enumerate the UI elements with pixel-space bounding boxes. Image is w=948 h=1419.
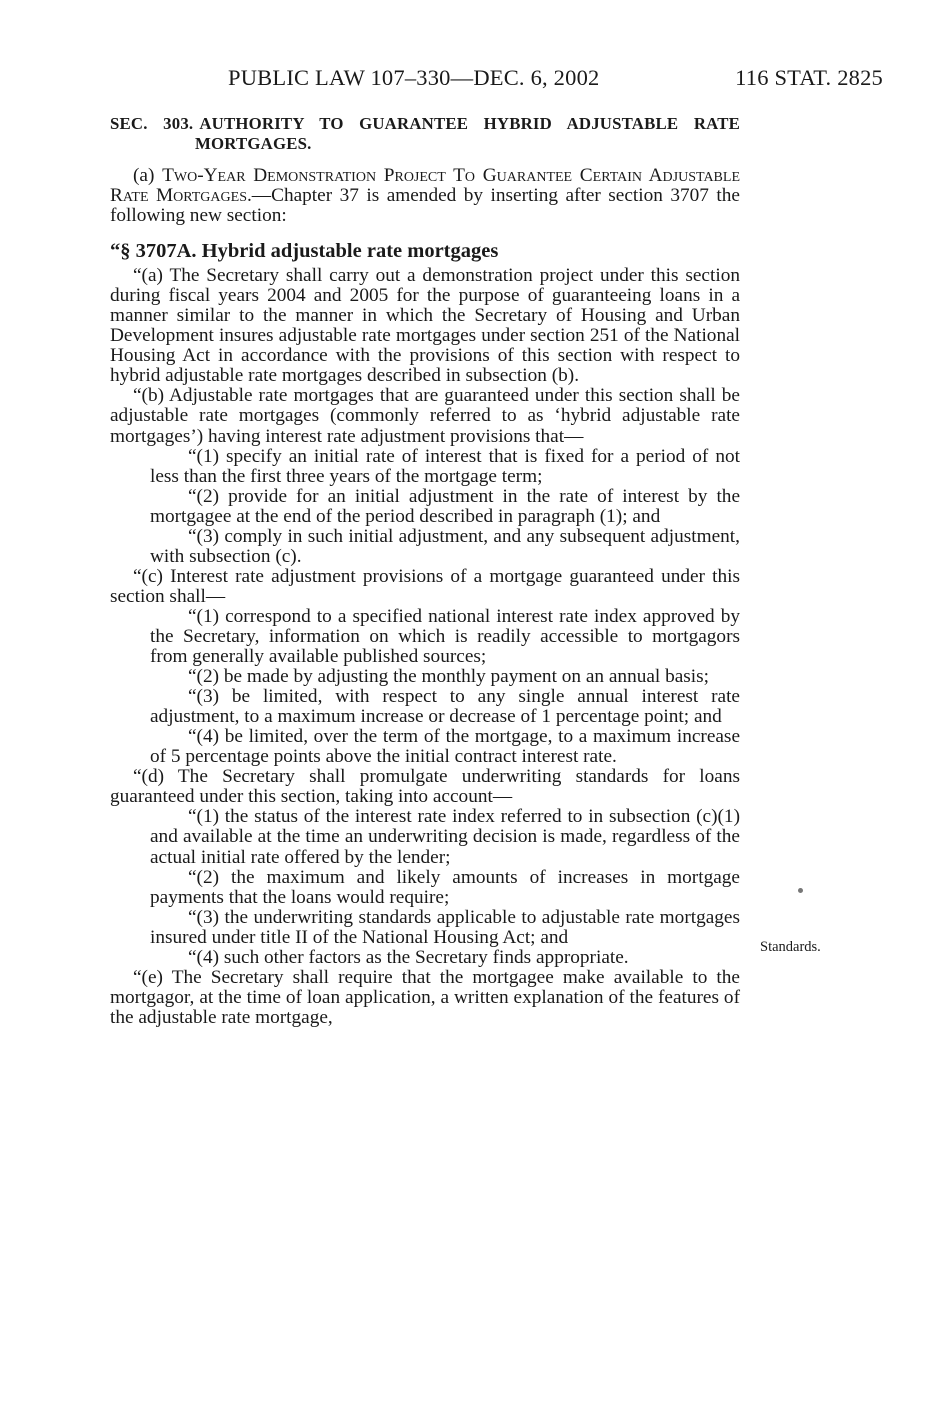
paragraph-c4: “(4) be limited, over the term of the mortgage, to a maximum increase of 5 percentage points above the initial contract interest rate. [150, 726, 740, 768]
subsection-a-label: (a) [133, 165, 155, 186]
subsection-a-heading: Two-Year Demonstration Project To Guarantee Certain Adjustable Rate Mortgages. [110, 165, 740, 207]
margin-note-standards: Standards. [760, 939, 821, 955]
paragraph-b2: “(2) provide for an initial adjustment in the rate of interest by the mortgagee at the end of the period described in paragraph (1); and [150, 485, 740, 527]
statute-page-number: 116 STAT. 2825 [735, 65, 883, 90]
paragraph-b1: “(1) specify an initial rate of interest that is fixed for a period of not less than the first three years of the mortgage term; [150, 445, 740, 487]
body-text [110, 114, 740, 1028]
section-number: SEC. 303. [110, 114, 194, 133]
subsection-a-text: —Chapter 37 is amended by inserting after section 3707 the following new section: [110, 185, 740, 227]
subsection-a [110, 166, 740, 226]
paragraph-b3: “(3) comply in such initial adjustment, and any subsequent adjustment, with subsection (c). [150, 525, 740, 567]
section-heading [110, 114, 740, 154]
paragraph-a: “(a) The Secretary shall carry out a demonstration project under this section during fiscal years 2004 and 2005 for the purpose of guaranteeing loans in a manner similar to the manner in which the Secretary of Housing and Urban Development insures adjustable rate mortgages under section 251 of the National Housing Act in accordance with the provisions of this section with respect to hybrid adjustable rate mortgages described in subsection (b). [110, 265, 740, 387]
paragraph-e: “(e) The Secretary shall require that the mortgagee make available to the mortgagor, at the time of loan application, a written explanation of the features of the adjustable rate mortgage, [110, 966, 740, 1028]
scan-speck [798, 888, 803, 893]
paragraph-d2: “(2) the maximum and likely amounts of increases in mortgage payments that the loans would require; [150, 866, 740, 908]
paragraph-d: “(d) The Secretary shall promulgate underwriting standards for loans guaranteed under this section, taking into account— [110, 766, 740, 808]
paragraph-c3: “(3) be limited, with respect to any single annual interest rate adjustment, to a maximum increase or decrease of 1 percentage point; and [150, 686, 740, 728]
section-title: AUTHORITY TO GUARANTEE HYBRID ADJUSTABLE RATE MORTGAGES. [195, 114, 741, 153]
paragraph-c1: “(1) correspond to a specified national interest rate index approved by the Secretary, information on which is readily accessible to mortgagors from generally available published sources; [150, 605, 740, 668]
paragraph-b: “(b) Adjustable rate mortgages that are guaranteed under this section shall be adjustable rate mortgages (commonly referred to as ‘hybrid adjustable rate mortgages’) having interest rate adjustment provisions that— [110, 385, 740, 447]
paragraph-d1: “(1) the status of the interest rate index referred to in subsection (c)(1) and available at the time an underwriting decision is made, regardless of the actual initial rate offered by the lender; [150, 806, 740, 868]
public-law-citation: PUBLIC LAW 107–330—DEC. 6, 2002 [228, 65, 600, 90]
paragraph-d3: “(3) the underwriting standards applicable to adjustable rate mortgages insured under title II of the National Housing Act; and [150, 906, 740, 948]
paragraph-c: “(c) Interest rate adjustment provisions of a mortgage guaranteed under this section shall— [110, 565, 740, 607]
paragraph-c2: “(2) be made by adjusting the monthly payment on an annual basis; [188, 666, 710, 688]
paragraph-d4: “(4) such other factors as the Secretary finds appropriate. [188, 946, 629, 968]
new-section-heading: “§ 3707A. Hybrid adjustable rate mortgages [110, 240, 499, 263]
section-paragraphs [110, 266, 740, 1028]
